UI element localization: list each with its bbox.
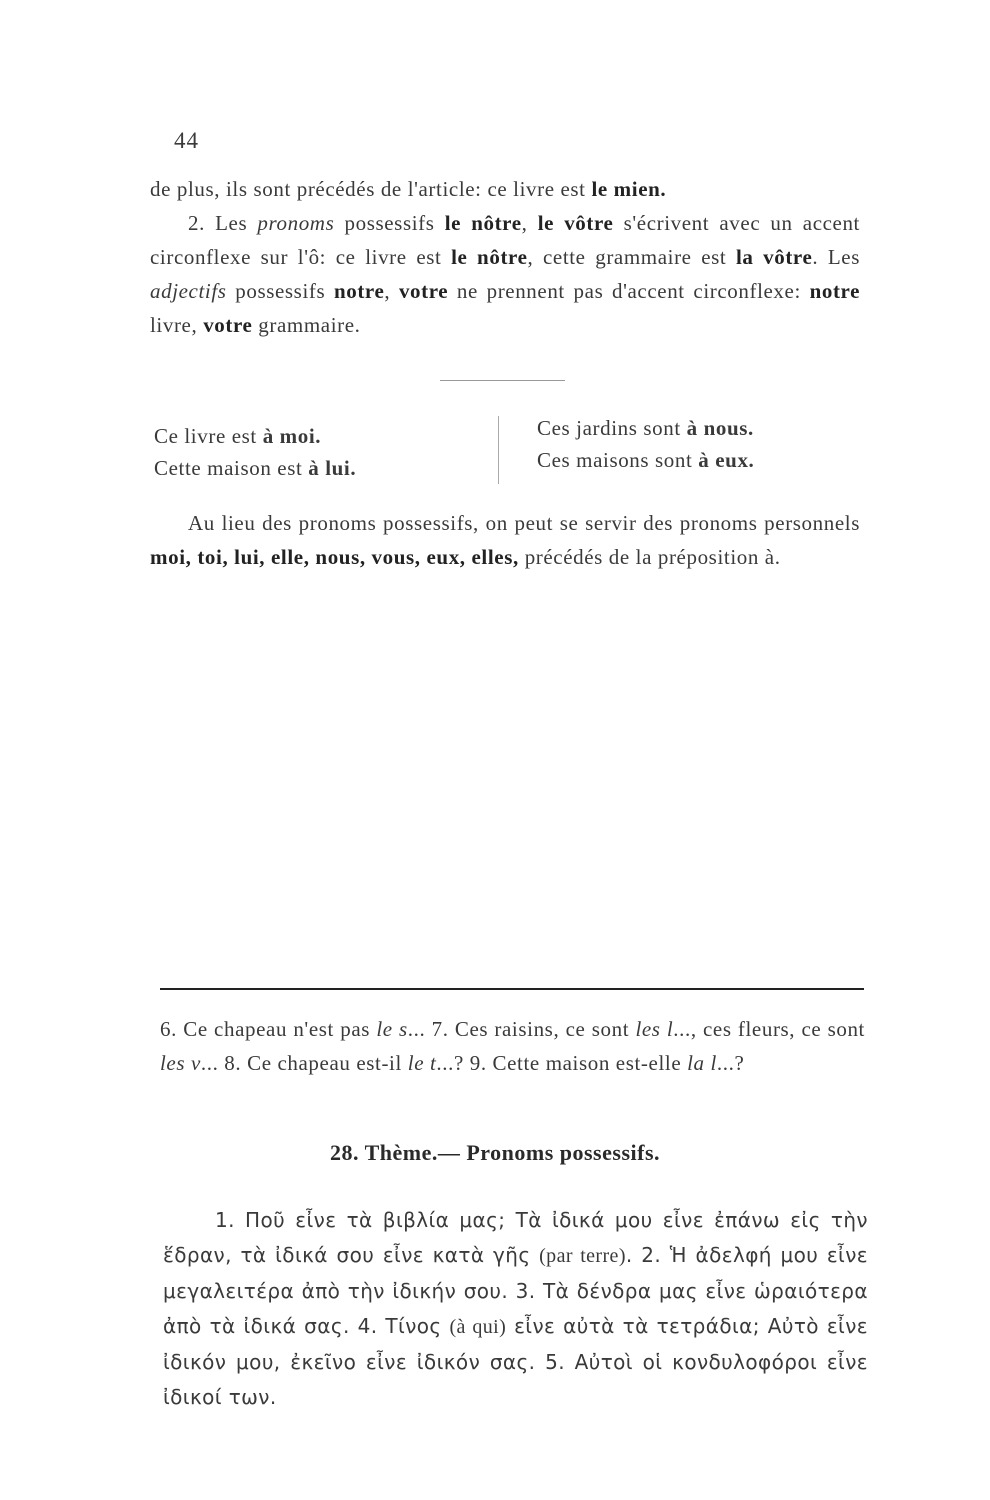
example-line	[154, 420, 356, 452]
bold-run: à lui.	[308, 456, 357, 480]
text-run: ne prennent pas d'accent circonflexe:	[448, 279, 810, 303]
italic-run: les l	[635, 1017, 674, 1041]
fill-in-exercise	[160, 1012, 865, 1080]
bold-run: notre	[809, 279, 861, 303]
bold-run: le nôtre	[451, 245, 528, 269]
italic-run: pronoms	[257, 211, 335, 235]
italic-run: la l	[687, 1051, 717, 1075]
bold-run: le vôtre	[537, 211, 614, 235]
text-run: ,	[521, 211, 538, 235]
bold-run: à eux.	[698, 448, 755, 472]
text-run: s'écrivent avec un accent circonflexe sur l'ô: ce livre est	[150, 211, 860, 269]
bold-run: votre	[203, 313, 253, 337]
text-run: ..., ces fleurs, ce sont	[673, 1017, 865, 1041]
italic-run: adjectifs	[150, 279, 227, 303]
text-run: 1. Ποῦ εἶνε τὰ βιβλία μας; Τὰ ἰδικά μου εἶνε ἐπάνω εἰς τὴν ἕδραν, τὰ ἰδικά σου εἶνε κατὰ γῆς	[163, 1208, 868, 1267]
example-line	[537, 444, 754, 476]
bold-run: le nôtre	[444, 211, 522, 235]
examples-left-column	[154, 420, 356, 484]
example-line	[537, 412, 754, 444]
greek-translation-exercise	[163, 1203, 868, 1415]
french-gloss: (à qui)	[449, 1316, 507, 1338]
bold-run: le mien.	[591, 177, 667, 201]
text-run: ,	[384, 279, 399, 303]
text-run: . 2. Ἡ ἀδελφή μου εἶνε μεγαλειτέρα ἀπὸ τὴν ἰδικήν σου. 3. Τὰ δένδρα μας εἶνε ὡραιότερα ἀπὸ τὰ ἰδικά σας. 4. Τίνος	[163, 1243, 869, 1338]
text-run: Ces maisons sont	[537, 448, 699, 472]
text-run: ... 8. Ce chapeau est-il	[200, 1051, 408, 1075]
text-run: ...?	[716, 1051, 745, 1075]
example-line	[154, 452, 356, 484]
section-heading: 28. Thème.— Pronoms possessifs.	[329, 1140, 661, 1165]
italic-run: les v	[160, 1051, 201, 1075]
page-number: 44	[174, 128, 199, 153]
text-run: . Les	[812, 245, 860, 269]
text-run: de plus, ils sont précédés de l'article: ce livre est	[150, 177, 592, 201]
text-run: possessifs	[334, 211, 445, 235]
text-run: Au lieu des pronoms possessifs, on peut se servir des pronoms personnels	[188, 511, 860, 535]
footnote-rule	[160, 988, 864, 990]
text-run: Ce livre est	[154, 424, 263, 448]
text-run: Cette maison est	[154, 456, 309, 480]
text-run: grammaire.	[252, 313, 361, 337]
text-run: 6. Ce chapeau n'est pas	[160, 1017, 377, 1041]
personal-pronoun-note	[150, 506, 860, 574]
examples-right-column	[537, 412, 754, 476]
text-run: εἶνε αὐτὰ τὰ τετράδια; Αὐτὸ εἶνε ἰδικόν μου, ἐκεῖνο εἶνε ἰδικόν σας. 5. Αὐτοὶ οἱ κονδυλοφόροι εἶνε ἰδικοί των.	[163, 1314, 869, 1409]
text-run: livre,	[150, 313, 204, 337]
text-run: ...? 9. Cette maison est-elle	[436, 1051, 688, 1075]
bold-run: à moi.	[262, 424, 322, 448]
text-run: ... 7. Ces raisins, ce sont	[407, 1017, 636, 1041]
text-run: Ces jardins sont	[537, 416, 687, 440]
bold-run: moi, toi, lui, elle, nous, vous, eux, elles,	[150, 545, 519, 569]
text-run: possessifs	[226, 279, 334, 303]
text-run: précédés de la préposition à.	[518, 545, 781, 569]
italic-run: le s	[376, 1017, 408, 1041]
bold-run: notre	[333, 279, 385, 303]
possessive-pronoun-rules	[150, 172, 860, 342]
bold-run: la vôtre	[735, 245, 813, 269]
text-run: , cette grammaire est	[527, 245, 736, 269]
french-gloss: (par terre)	[539, 1245, 626, 1267]
section-divider	[440, 380, 565, 381]
bold-run: à nous.	[686, 416, 754, 440]
column-divider	[498, 416, 499, 484]
italic-run: le t	[407, 1051, 437, 1075]
bold-run: votre	[398, 279, 449, 303]
text-run: 2. Les	[188, 211, 258, 235]
